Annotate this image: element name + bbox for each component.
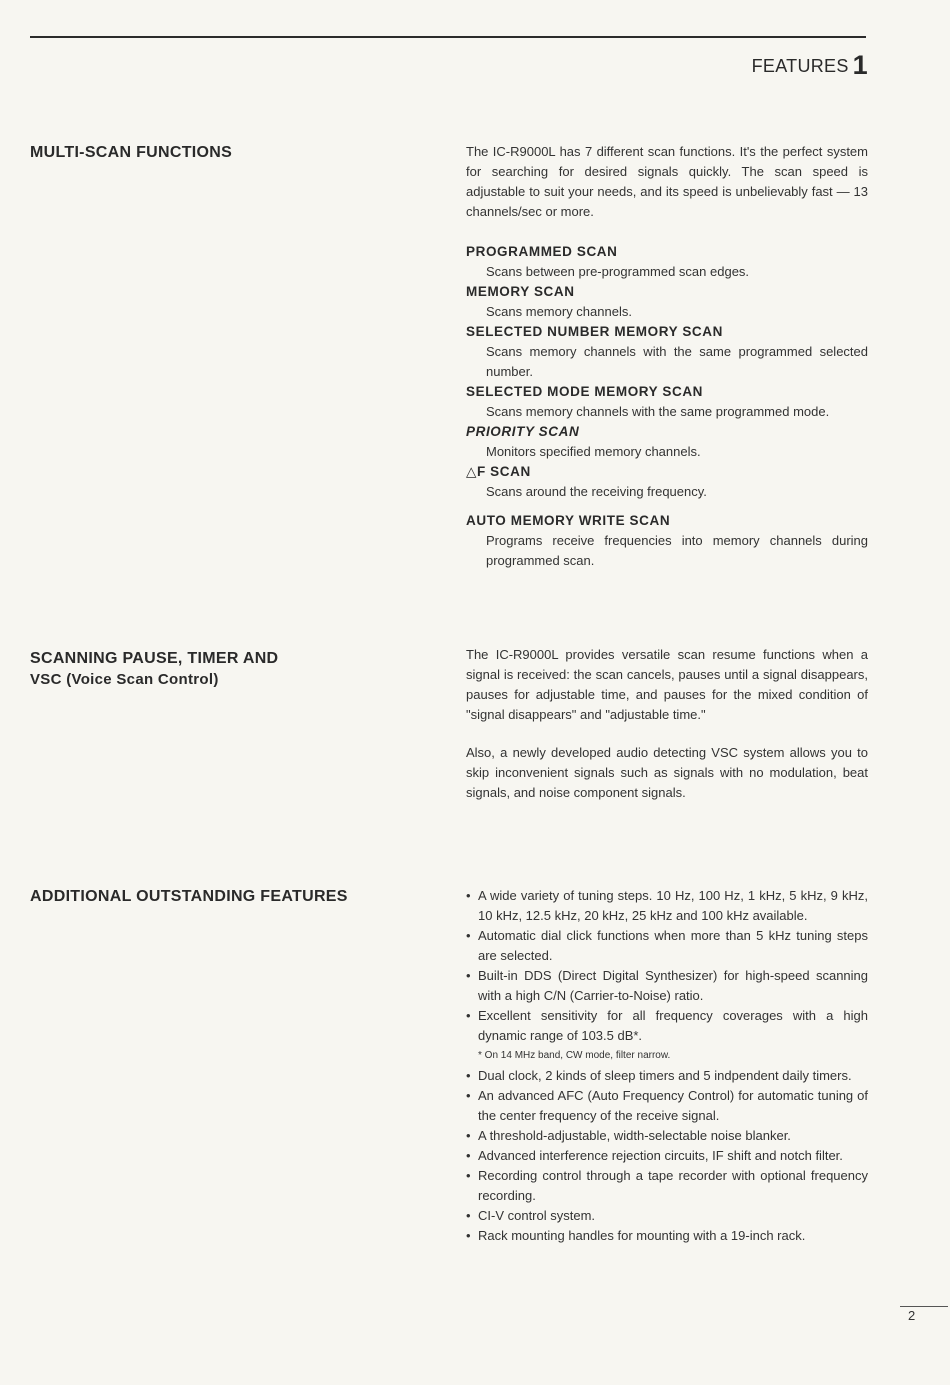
footnote: * On 14 MHz band, CW mode, filter narrow. bbox=[478, 1050, 671, 1061]
top-rule bbox=[30, 36, 866, 38]
scan-title: SELECTED NUMBER MEMORY SCAN bbox=[466, 324, 723, 339]
header-chapter-number: 1 bbox=[852, 50, 868, 80]
scanning-pause-para-1: The IC-R9000L provides versatile scan resume functions when a signal is received: the scan cancels, pauses until a signal disappears, pauses for adjustable time, and pauses for the mixed condition of "signal disappears" and "adjustable time." bbox=[466, 647, 868, 722]
scanning-pause-body bbox=[466, 645, 868, 803]
scan-title: AUTO MEMORY WRITE SCAN bbox=[466, 513, 671, 528]
section-heading-additional: ADDITIONAL OUTSTANDING FEATURES bbox=[30, 888, 348, 905]
list-item: • Advanced interference rejection circuits, IF shift and notch filter. bbox=[466, 1148, 843, 1163]
scan-desc: Scans around the receiving frequency. bbox=[486, 484, 707, 499]
additional-body bbox=[466, 886, 868, 1246]
list-item: • Recording control through a tape recorder with optional frequency recording. bbox=[466, 1168, 868, 1203]
scan-desc: Scans memory channels with the same programmed mode. bbox=[486, 404, 830, 419]
scan-title: MEMORY SCAN bbox=[466, 284, 575, 299]
list-item: • Built-in DDS (Direct Digital Synthesizer) for high-speed scanning with a high C/N (Carrier-to-Noise) ratio. bbox=[466, 968, 868, 1003]
page-header bbox=[752, 50, 868, 81]
section-heading-multi-scan: MULTI-SCAN FUNCTIONS bbox=[30, 144, 233, 161]
list-item: • Automatic dial click functions when more than 5 kHz tuning steps are selected. bbox=[466, 928, 868, 963]
feature-list bbox=[466, 886, 868, 1246]
scan-title: △F SCAN bbox=[466, 464, 531, 479]
heading-line-2: VSC (Voice Scan Control) bbox=[30, 671, 219, 688]
scan-title: SELECTED MODE MEMORY SCAN bbox=[466, 384, 704, 399]
multi-scan-body bbox=[466, 142, 868, 571]
page-number-rule bbox=[900, 1306, 948, 1307]
scan-desc: Scans memory channels with the same programmed selected number. bbox=[486, 344, 868, 379]
scan-title: PROGRAMMED SCAN bbox=[466, 244, 618, 259]
list-item: • Excellent sensitivity for all frequency coverages with a high dynamic range of 103.5 dB*. bbox=[466, 1008, 868, 1043]
scan-desc: Programs receive frequencies into memory channels during programmed scan. bbox=[486, 533, 868, 568]
scan-title: PRIORITY SCAN bbox=[466, 424, 580, 439]
scan-desc: Scans between pre-programmed scan edges. bbox=[486, 264, 750, 279]
scan-desc: Scans memory channels. bbox=[486, 304, 632, 319]
heading-line-1: SCANNING PAUSE, TIMER AND bbox=[30, 650, 279, 667]
list-item: • CI-V control system. bbox=[466, 1208, 596, 1223]
scan-desc: Monitors specified memory channels. bbox=[486, 444, 701, 459]
list-item: • Dual clock, 2 kinds of sleep timers and 5 indpendent daily timers. bbox=[466, 1068, 852, 1083]
section-heading-scanning-pause bbox=[30, 648, 278, 690]
list-item: • A threshold-adjustable, width-selectable noise blanker. bbox=[466, 1128, 791, 1143]
scanning-pause-para-2: Also, a newly developed audio detecting VSC system allows you to skip inconvenient signals such as signals with no modulation, beat signals, and noise component signals. bbox=[466, 745, 868, 800]
header-title: FEATURES bbox=[751, 56, 849, 76]
page-number: 2 bbox=[908, 1308, 916, 1323]
list-item: • A wide variety of tuning steps. 10 Hz, 100 Hz, 1 kHz, 5 kHz, 9 kHz, 10 kHz, 12.5 kHz, 20 kHz, 25 kHz and 100 kHz available. bbox=[466, 888, 868, 923]
multi-scan-intro: The IC-R9000L has 7 different scan functions. It's the perfect system for searching for desired signals quickly. The scan speed is adjustable to suit your needs, and its speed is unbelievably fast — 13 channels/sec or more. bbox=[466, 144, 868, 219]
list-item: • Rack mounting handles for mounting with a 19-inch rack. bbox=[466, 1228, 806, 1243]
list-item: • An advanced AFC (Auto Frequency Control) for automatic tuning of the center frequency of the receive signal. bbox=[466, 1088, 868, 1123]
